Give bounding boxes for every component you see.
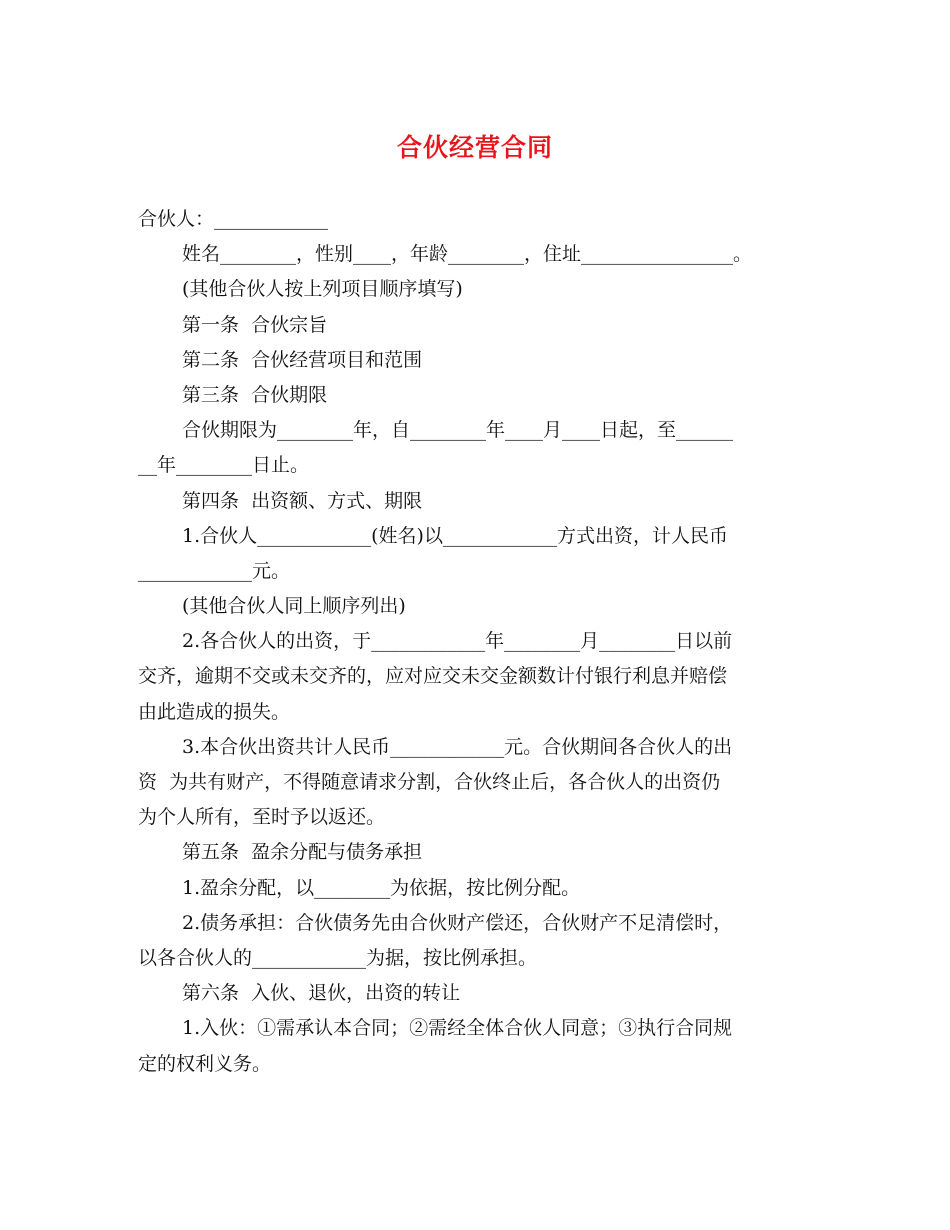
article-4-item-1-cont: ____________元。 [138, 559, 291, 582]
article-4-item-3-cont-2: 为个人所有，至时予以返还。 [138, 806, 386, 829]
line-partner-info: 姓名________，性别____，年龄________，住址________________。 [182, 243, 753, 266]
article-6-item-1-cont: 定的权利义务。 [138, 1052, 272, 1075]
article-4-item-3-cont: 资 为共有财产，不得随意请求分割，合伙终止后，各合伙人的出资仍 [138, 771, 721, 793]
article-4-item-2: 2.各合伙人的出资，于____________年________月________日以前 [182, 630, 733, 653]
article-4-heading: 第四条 出资额、方式、期限 [182, 489, 423, 512]
article-5-heading: 第五条 盈余分配与债务承担 [182, 841, 423, 864]
article-6-heading: 第六条 入伙、退伙，出资的转让 [182, 982, 461, 1005]
article-5-item-2-cont: 以各合伙人的____________为据，按比例承担。 [138, 946, 538, 969]
article-4-item-3: 3.本合伙出资共计人民币____________元。合伙期间各合伙人的出 [182, 735, 733, 758]
line-partner: 合伙人：____________ [138, 208, 329, 230]
article-3-text: 合伙期限为________年，自________年____月____日起，至______ [182, 419, 734, 442]
article-3-heading: 第三条 合伙期限 [182, 383, 328, 406]
article-4-item-2-cont-2: 由此造成的损失。 [138, 700, 291, 723]
article-4-item-2-cont: 交齐，逾期不交或未交齐的，应对应交未交金额数计付银行利息并赔偿 [138, 665, 728, 688]
article-5-item-2: 2.债务承担：合伙债务先由合伙财产偿还，合伙财产不足清偿时， [182, 911, 733, 934]
article-4-item-1: 1.合伙人____________(姓名)以____________方式出资，计人民币 [182, 524, 728, 547]
article-2-heading: 第二条 合伙经营项目和范围 [182, 348, 423, 371]
article-5-item-1: 1.盈余分配，以________为依据，按比例分配。 [182, 876, 581, 899]
contract-body [138, 202, 818, 1082]
article-4-note: (其他合伙人同上顺序列出) [182, 595, 406, 618]
line-other-partners-note: (其他合伙人按上列项目顺序填写) [182, 278, 463, 301]
document-title: 合伙经营合同 [396, 133, 553, 162]
article-6-item-1: 1.入伙：①需承认本合同；②需经全体合伙人同意；③执行合同规 [182, 1017, 733, 1040]
article-1-heading: 第一条 合伙宗旨 [182, 313, 328, 336]
article-3-text-cont: __年________日止。 [138, 454, 310, 477]
